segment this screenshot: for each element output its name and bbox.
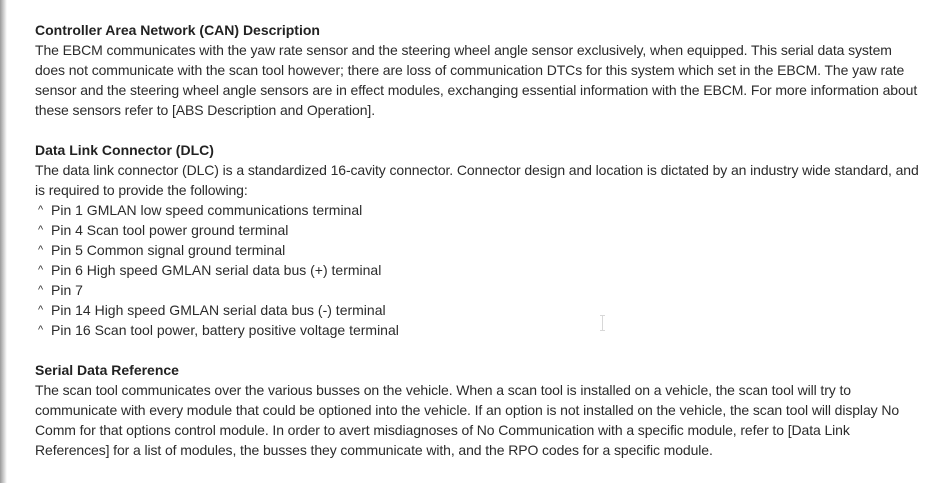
- caret-bullet-icon: ^: [38, 284, 44, 296]
- section-serial-data: [35, 360, 925, 460]
- list-item: [35, 220, 925, 240]
- pin-list: [35, 200, 925, 340]
- pin-text: Pin 6 High speed GMLAN serial data bus (+) terminal: [51, 262, 382, 278]
- caret-bullet-icon: ^: [38, 244, 44, 256]
- pin-text: Pin 5 Common signal ground terminal: [51, 242, 286, 258]
- list-item: [35, 240, 925, 260]
- left-edge-shadow: [0, 0, 7, 483]
- pin-text: Pin 16 Scan tool power, battery positive voltage terminal: [51, 322, 399, 338]
- pin-text: Pin 1 GMLAN low speed communications terminal: [51, 202, 363, 218]
- pin-text: Pin 14 High speed GMLAN serial data bus (-) terminal: [51, 302, 386, 318]
- document-content: [35, 20, 925, 480]
- section-body-dlc[interactable]: The data link connector (DLC) is a standardized 16-cavity connector. Connector design and location is dictated by an industry wide standard, and is required to provide the following:: [35, 162, 919, 198]
- list-item: [35, 320, 925, 340]
- list-item: [35, 300, 925, 320]
- list-item: [35, 200, 925, 220]
- caret-bullet-icon: ^: [38, 304, 44, 316]
- section-body-can[interactable]: The EBCM communicates with the yaw rate sensor and the steering wheel angle sensor exclusively, when equipped. This serial data system does not communicate with the scan tool however; there are loss of communication DTCs for this system which set in the EBCM. The yaw rate sensor and the steering wheel angle sensors are in effect modules, exchanging essential information with the EBCM. For more information about these sensors refer to [ABS Description and Operation].: [35, 42, 918, 118]
- list-item: [35, 260, 925, 280]
- list-item: [35, 280, 925, 300]
- section-title-can: Controller Area Network (CAN) Description: [35, 22, 320, 38]
- section-title-serial-data: Serial Data Reference: [35, 362, 179, 378]
- caret-bullet-icon: ^: [38, 224, 44, 236]
- text-cursor-icon: [600, 315, 606, 331]
- section-title-dlc: Data Link Connector (DLC): [35, 142, 214, 158]
- section-body-serial-data[interactable]: The scan tool communicates over the various busses on the vehicle. When a scan tool is installed on a vehicle, the scan tool will try to communicate with every module that could be optioned into the vehicle. If an option is not installed on the vehicle, the scan tool will display No Comm for that options control module. In order to avert misdiagnoses of No Communication with a specific module, refer to [Data Link References] for a list of modules, the busses they communicate with, and the RPO codes for a specific module.: [35, 382, 900, 458]
- caret-bullet-icon: ^: [38, 264, 44, 276]
- section-dlc: [35, 140, 925, 340]
- section-can-description: [35, 20, 925, 120]
- caret-bullet-icon: ^: [38, 324, 44, 336]
- pin-text: Pin 4 Scan tool power ground terminal: [51, 222, 289, 238]
- caret-bullet-icon: ^: [38, 204, 44, 216]
- pin-text: Pin 7: [51, 282, 83, 298]
